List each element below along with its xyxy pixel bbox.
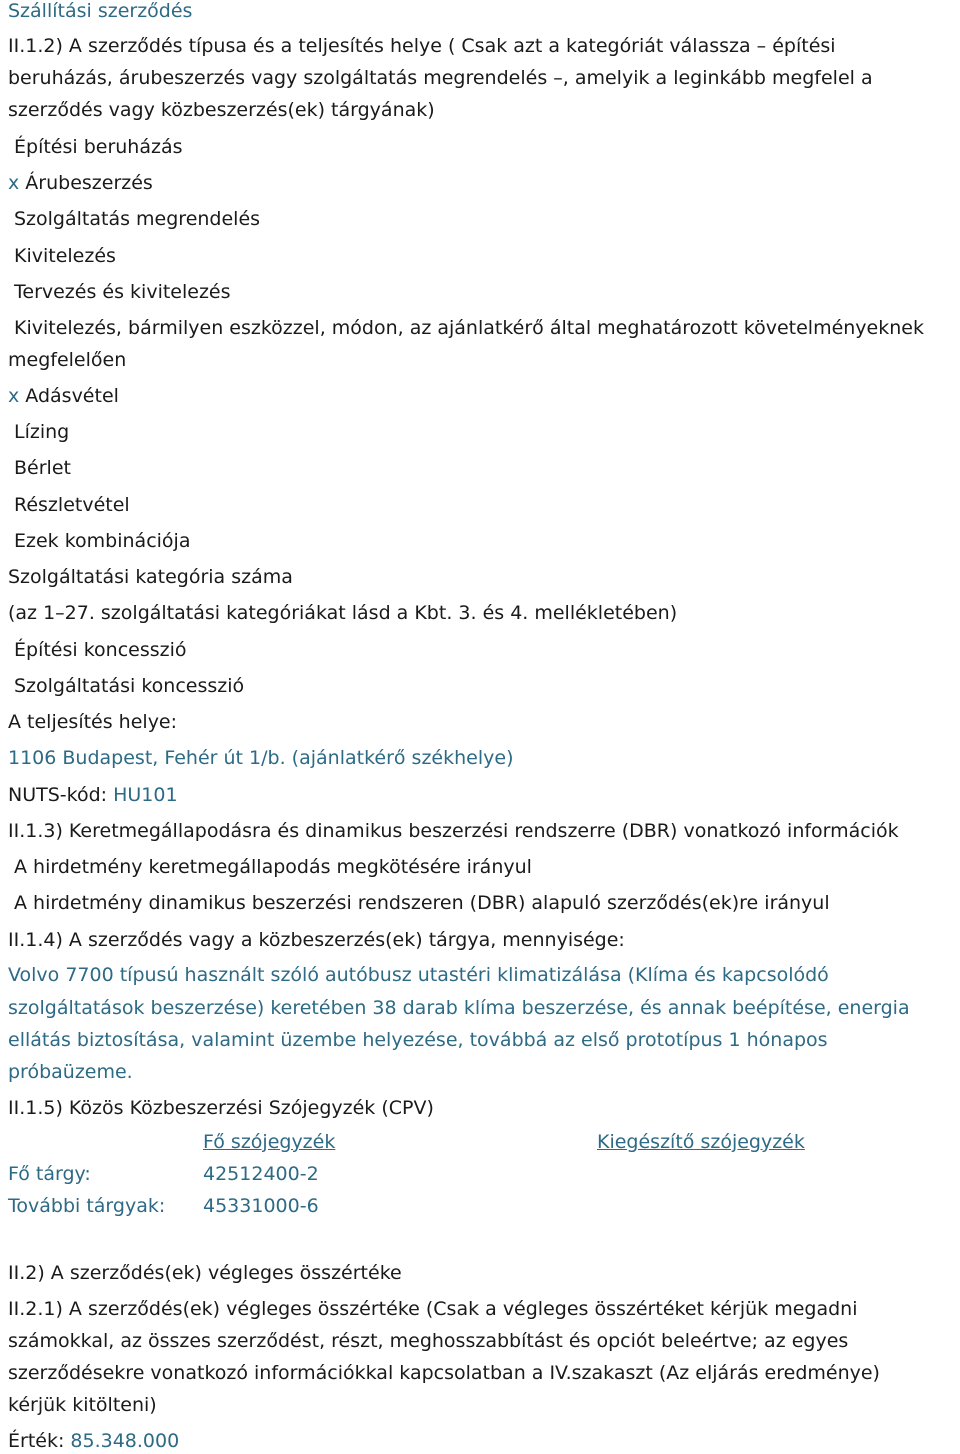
s114-body-line-3: ellátás biztosítása, valamint üzembe helyezése, továbbá az első prototípus 1 hónapos	[8, 1029, 828, 1051]
cpv-tovabbi-value: 45331000-6	[203, 1195, 319, 1217]
s114-body-line-4: próbaüzeme.	[8, 1061, 133, 1083]
s114-body-line-1: Volvo 7700 típusú használt szóló autóbusz utastéri klimatizálása (Klíma és kapcsolódó	[8, 964, 829, 986]
s115-heading: II.1.5) Közös Közbeszerzési Szójegyzék (CPV)	[8, 1097, 434, 1119]
option-kivitelezes-barmilyen: Kivitelezés, bármilyen eszközzel, módon, az ajánlatkérő által meghatározott követelményeknek	[14, 317, 924, 339]
option-szolg-koncesszio: Szolgáltatási koncesszió	[14, 675, 245, 697]
s22-heading: II.2) A szerződés(ek) végleges összértéke	[8, 1262, 402, 1284]
option-arubeszerzes: x Árubeszerzés	[8, 172, 153, 194]
nuts-kod: NUTS-kód: HU101	[8, 784, 178, 806]
option-reszletvetel: Részletvétel	[14, 494, 130, 516]
option-kombinacio: Ezek kombinációja	[14, 530, 191, 552]
teljesites-helye-label: A teljesítés helye:	[8, 711, 178, 733]
s221-line-1: II.2.1) A szerződés(ek) végleges összértéke (Csak a végleges összértéket kérjük megadni	[8, 1298, 858, 1320]
cpv-fo-targy-value: 42512400-2	[203, 1163, 319, 1185]
option-epitesi-beruhazas: Építési beruházás	[14, 136, 183, 158]
section-title: Szállítási szerződés	[8, 0, 193, 22]
szolg-kategoria-label: Szolgáltatási kategória száma	[8, 566, 293, 588]
s113-heading: II.1.3) Keretmegállapodásra és dinamikus beszerzési rendszerre (DBR) vonatkozó információk	[8, 820, 899, 842]
s113-keretmegallapodas: A hirdetmény keretmegállapodás megkötésére irányul	[14, 856, 532, 878]
ertek-value: 85.348.000	[70, 1430, 180, 1452]
teljesites-helye-value: 1106 Budapest, Fehér út 1/b. (ajánlatkérő székhelye)	[8, 747, 514, 769]
s221-line-4: kérjük kitölteni)	[8, 1394, 157, 1416]
option-epitesi-koncesszio: Építési koncesszió	[14, 639, 187, 661]
s112-heading-line-1: II.1.2) A szerződés típusa és a teljesítés helye ( Csak azt a kategóriát válassza – építési	[8, 35, 836, 57]
cpv-col-extra: Kiegészítő szójegyzék	[597, 1131, 805, 1153]
s221-line-3: szerződésekre vonatkozó információkkal kapcsolatban a IV.szakaszt (Az eljárás eredménye)	[8, 1362, 880, 1384]
option-kivitelezes-barmilyen-cont: megfelelően	[8, 349, 127, 371]
s112-heading-line-3: szerződés vagy közbeszerzés(ek) tárgyának)	[8, 99, 435, 121]
option-kivitelezes: Kivitelezés	[14, 245, 116, 267]
s112-heading-line-2: beruházás, árubeszerzés vagy szolgáltatás megrendelés –, amelyik a leginkább megfelel a	[8, 67, 873, 89]
option-tervezes: Tervezés és kivitelezés	[14, 281, 231, 303]
s114-heading: II.1.4) A szerződés vagy a közbeszerzés(ek) tárgya, mennyisége:	[8, 929, 625, 951]
szolg-kategoria-note: (az 1–27. szolgáltatási kategóriákat lásd a Kbt. 3. és 4. mellékletében)	[8, 602, 678, 624]
selected-mark: x	[8, 385, 20, 407]
cpv-fo-targy-label: Fő tárgy:	[8, 1163, 91, 1185]
cpv-tovabbi-label: További tárgyak:	[8, 1195, 166, 1217]
ertek: Érték: 85.348.000	[8, 1430, 180, 1452]
s113-dbr: A hirdetmény dinamikus beszerzési rendszeren (DBR) alapuló szerződés(ek)re irányul	[14, 892, 830, 914]
option-szolgaltatas: Szolgáltatás megrendelés	[14, 208, 261, 230]
s221-line-2: számokkal, az összes szerződést, részt, meghosszabbítást és opciót beleértve; az egyes	[8, 1330, 849, 1352]
option-berlet: Bérlet	[14, 457, 71, 479]
option-adasvetel: x Adásvétel	[8, 385, 119, 407]
selected-mark: x	[8, 172, 20, 194]
option-lizing: Lízing	[14, 421, 70, 443]
nuts-value: HU101	[113, 784, 178, 806]
s114-body-line-2: szolgáltatások beszerzése) keretében 38 darab klíma beszerzése, és annak beépítése, energia	[8, 997, 910, 1019]
cpv-col-main: Fő szójegyzék	[203, 1131, 336, 1153]
